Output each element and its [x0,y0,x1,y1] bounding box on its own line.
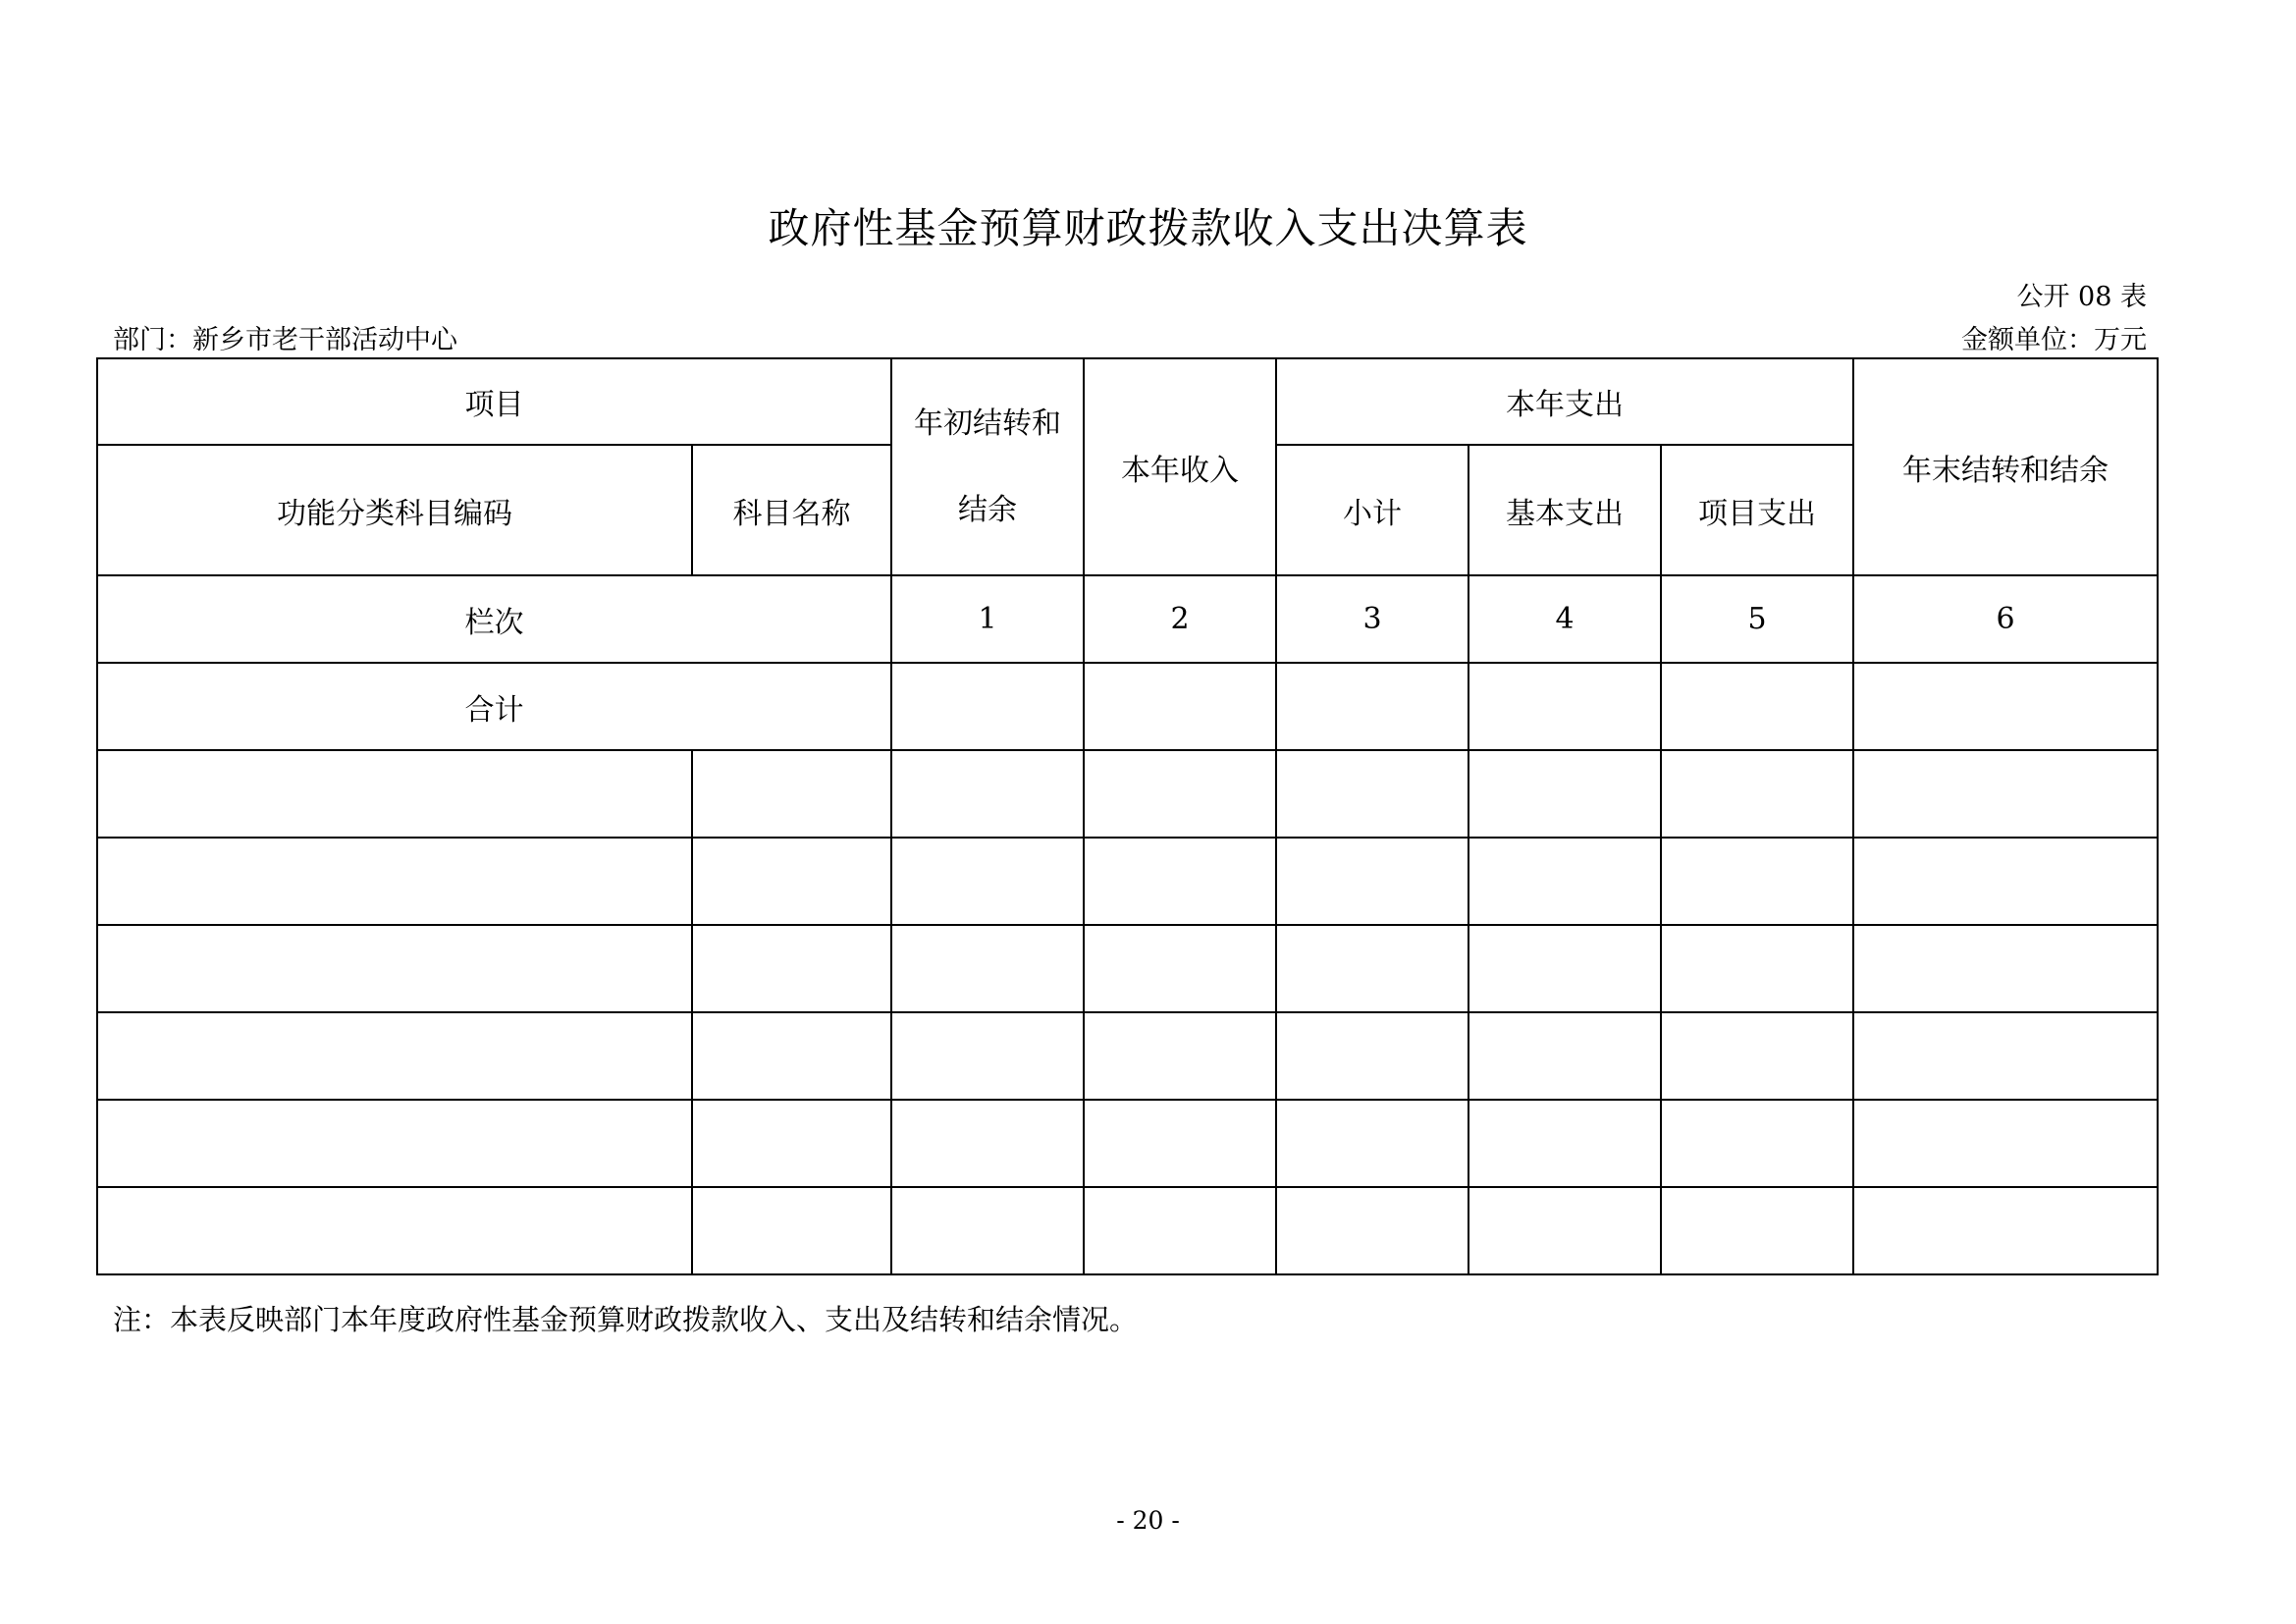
header-carryover-start [891,358,1084,575]
header-income: 本年收入 [1084,358,1276,575]
row-cell [1468,1012,1661,1100]
column-number: 4 [1468,575,1661,663]
row-cell [1468,925,1661,1012]
row-cell [891,1012,1084,1100]
row-cell [1084,1012,1276,1100]
total-cell [1661,663,1853,750]
row-cell [1853,925,2158,1012]
column-number: 6 [1853,575,2158,663]
row-cell [1276,925,1468,1012]
header-func-code: 功能分类科目编码 [97,445,692,575]
row-name [692,750,891,838]
department-label: 部门：新乡市老干部活动中心 [113,325,457,355]
form-number: 公开 08 表 [2016,282,2147,312]
total-cell [1084,663,1276,750]
row-code [97,1012,692,1100]
total-cell [1468,663,1661,750]
row-cell [1084,750,1276,838]
table-row [97,750,2158,838]
column-number: 3 [1276,575,1468,663]
header-carryover-end: 年末结转和结余 [1853,358,2158,575]
header-expenditure: 本年支出 [1276,358,1853,445]
row-cell [1661,1012,1853,1100]
row-name [692,1012,891,1100]
column-number: 5 [1661,575,1853,663]
row-cell [1468,1187,1661,1274]
header-item: 项目 [97,358,891,445]
total-row [97,663,2158,750]
row-name [692,838,891,925]
row-cell [1084,1187,1276,1274]
row-name [692,1187,891,1274]
column-number: 1 [891,575,1084,663]
column-number-row [97,575,2158,663]
row-name [692,1100,891,1187]
row-code [97,838,692,925]
table-row [97,925,2158,1012]
amount-unit-label: 金额单位：万元 [1961,325,2147,355]
row-cell [891,750,1084,838]
budget-table [96,357,2159,1275]
header-carryover-start-line1: 年初结转和 [914,406,1061,441]
row-cell [1853,1100,2158,1187]
row-cell [1276,1100,1468,1187]
row-cell [1276,1187,1468,1274]
table-note: 注：本表反映部门本年度政府性基金预算财政拨款收入、支出及结转和结余情况。 [113,1303,1139,1336]
row-cell [891,838,1084,925]
row-cell [1661,750,1853,838]
row-cell [1853,1012,2158,1100]
row-code [97,1187,692,1274]
table-row [97,1100,2158,1187]
row-code [97,925,692,1012]
row-cell [1468,838,1661,925]
table-row [97,1012,2158,1100]
row-cell [1661,925,1853,1012]
header-row-1 [97,358,2158,445]
row-cell [1853,838,2158,925]
row-code [97,750,692,838]
column-number-label: 栏次 [97,575,891,663]
table-row [97,1187,2158,1274]
row-cell [1468,750,1661,838]
header-carryover-start-line2: 结余 [958,492,1017,527]
page-title: 政府性基金预算财政拨款收入支出决算表 [768,204,1528,252]
table-row [97,838,2158,925]
row-cell [1276,838,1468,925]
total-cell [1276,663,1468,750]
row-cell [1661,1187,1853,1274]
row-cell [891,1100,1084,1187]
header-subject-name: 科目名称 [692,445,891,575]
row-name [692,925,891,1012]
row-cell [1661,838,1853,925]
row-cell [1084,838,1276,925]
row-cell [891,925,1084,1012]
total-label: 合计 [97,663,891,750]
page-number: - 20 - [1116,1506,1180,1535]
column-number: 2 [1084,575,1276,663]
row-cell [1468,1100,1661,1187]
row-cell [1276,1012,1468,1100]
header-project-exp: 项目支出 [1661,445,1853,575]
row-cell [1661,1100,1853,1187]
header-subtotal: 小计 [1276,445,1468,575]
row-cell [891,1187,1084,1274]
header-basic-exp: 基本支出 [1468,445,1661,575]
row-cell [1276,750,1468,838]
row-cell [1853,750,2158,838]
row-code [97,1100,692,1187]
row-cell [1853,1187,2158,1274]
total-cell [1853,663,2158,750]
row-cell [1084,1100,1276,1187]
total-cell [891,663,1084,750]
row-cell [1084,925,1276,1012]
